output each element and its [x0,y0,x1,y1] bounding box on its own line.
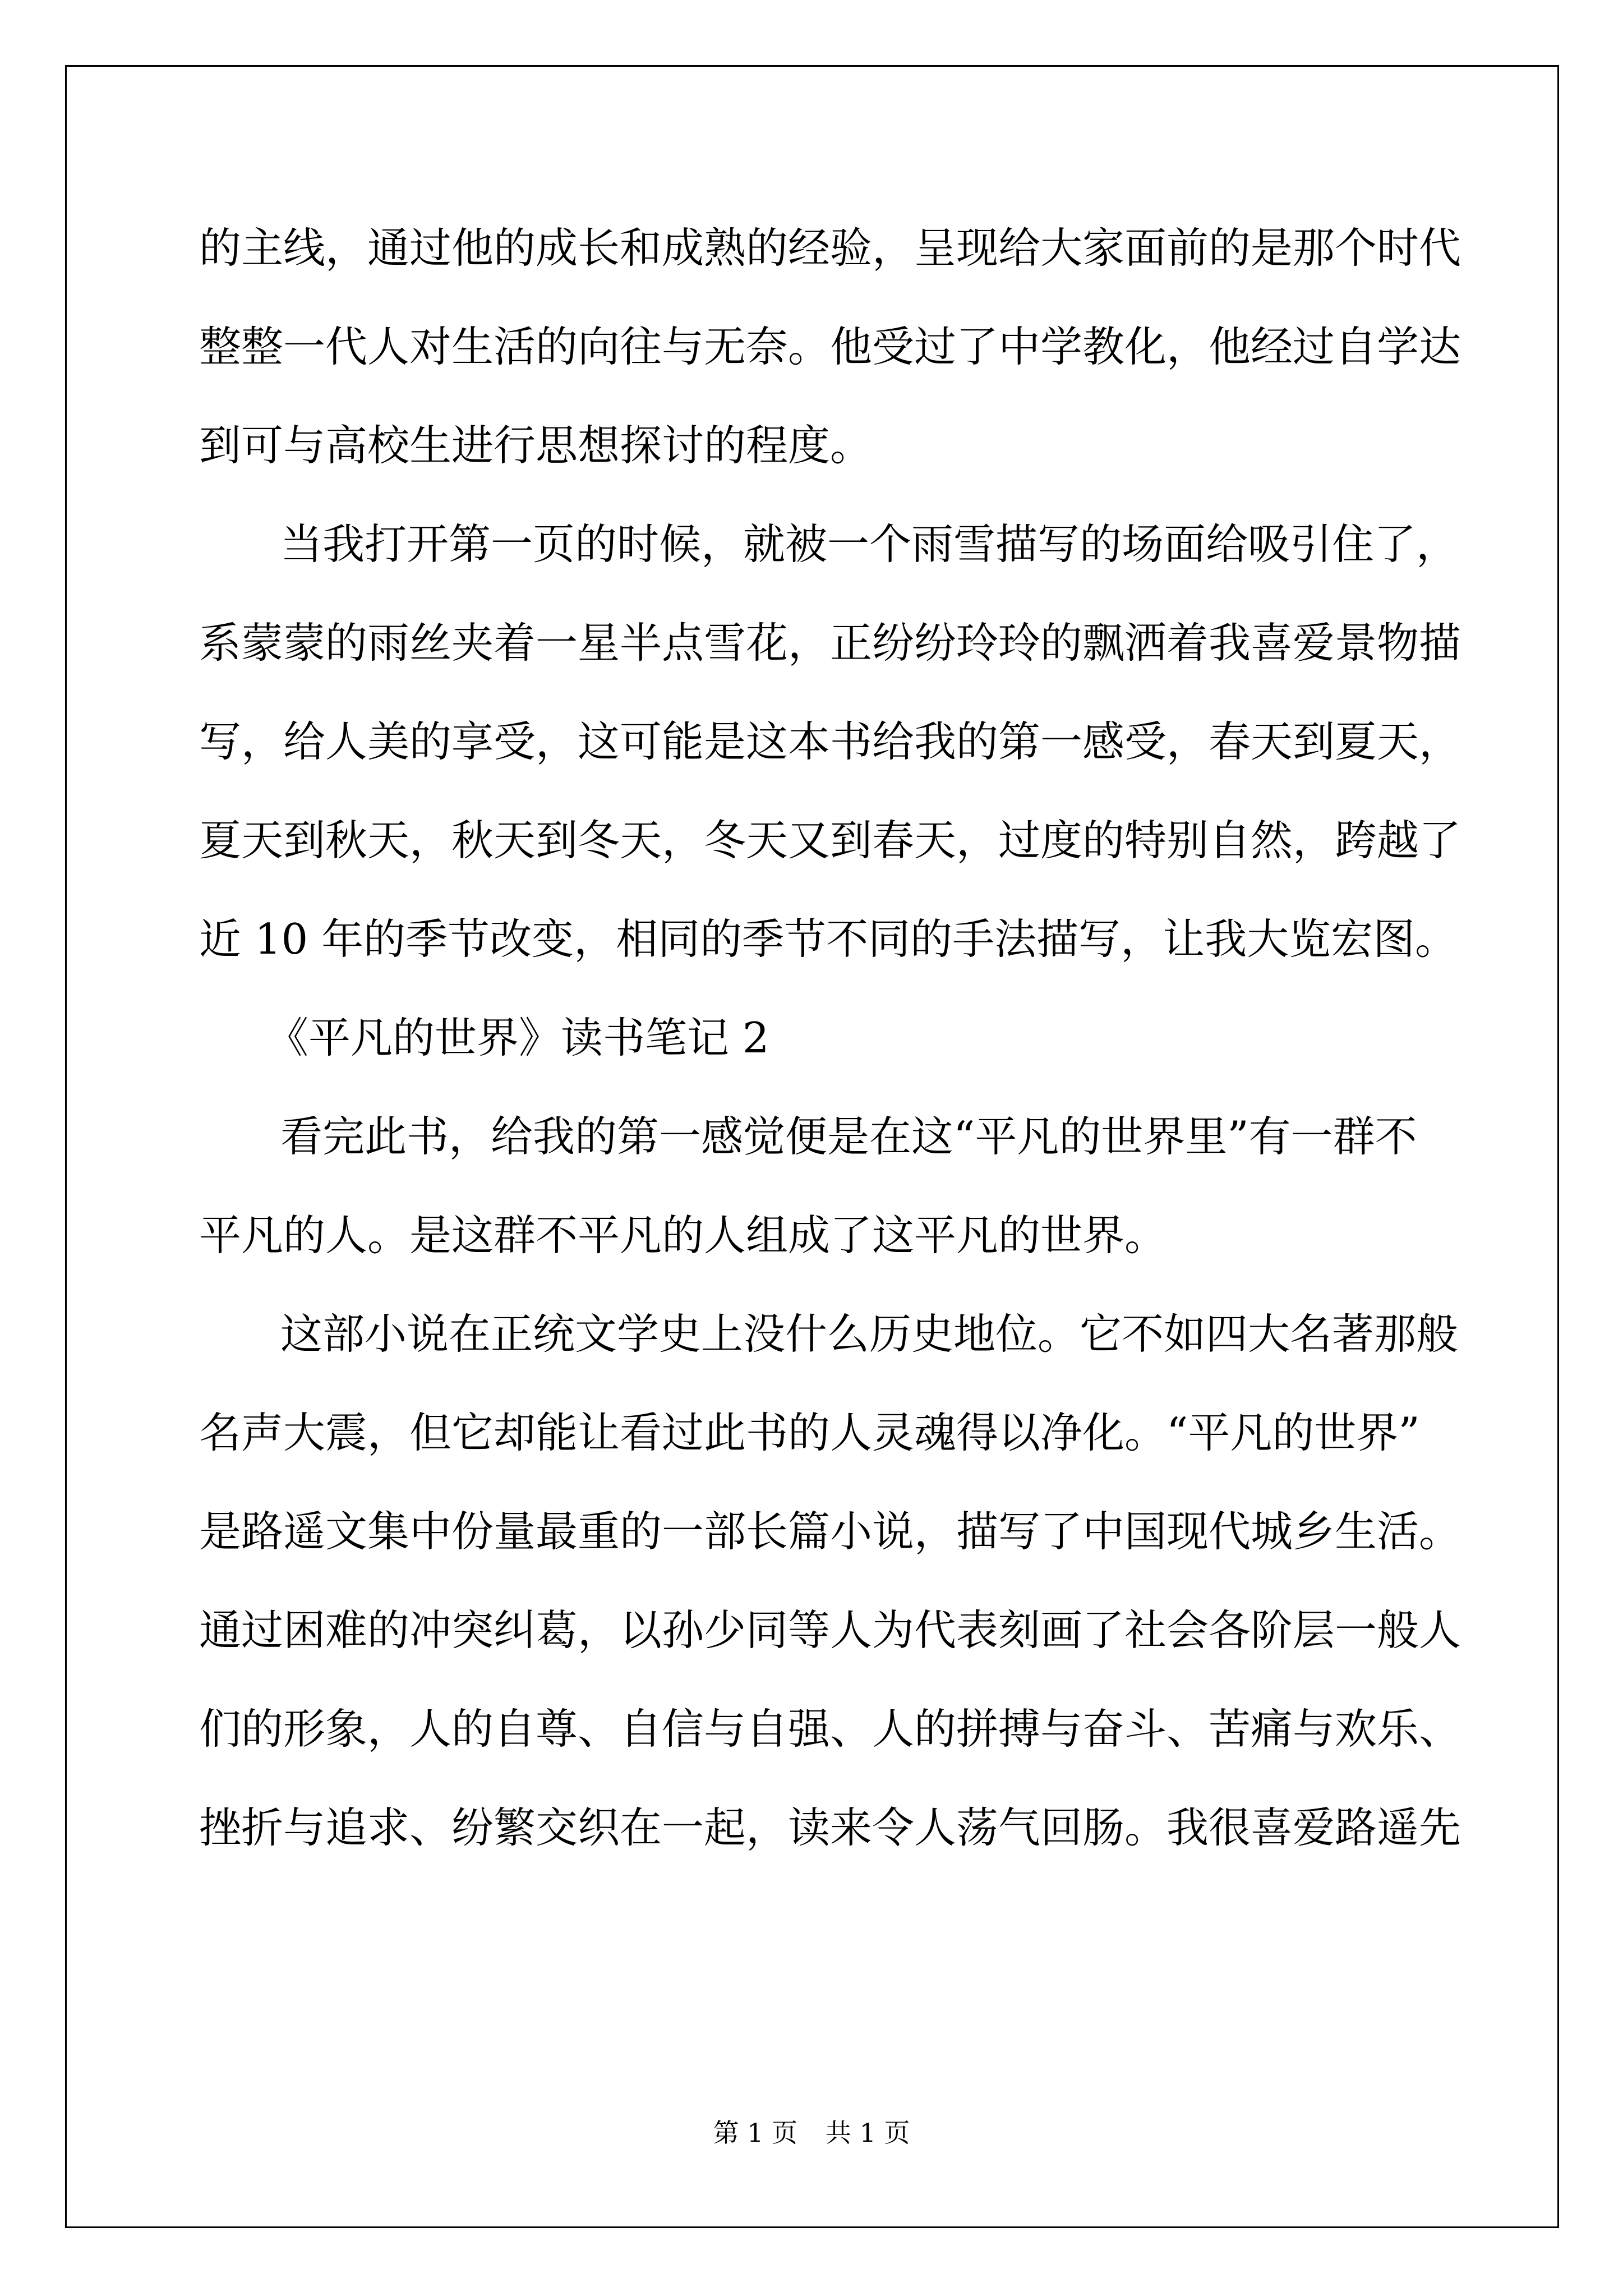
body-line: 近 10 年的季节改变，相同的季节不同的手法描写，让我大览宏图。 [199,914,1458,964]
body-line: 通过困难的冲突纠葛，以孙少同等人为代表刻画了社会各阶层一般人 [199,1605,1461,1655]
body-line: 们的形象，人的自尊、自信与自强、人的拼搏与奋斗、苦痛与欢乐、 [199,1704,1461,1754]
body-line: 平凡的人。是这群不平凡的人组成了这平凡的世界。 [199,1211,1167,1260]
body-line: 夏天到秋天，秋天到冬天，冬天又到春天，过度的特别自然，跨越了 [199,816,1461,865]
paragraph-start-line: 这部小说在正统文学史上没什么历史地位。它不如四大名著那般 [280,1309,1459,1359]
section-heading: 《平凡的世界》读书笔记 2 [266,1013,769,1062]
body-line: 名声大震，但它却能让看过此书的人灵魂得以净化。“平凡的世界” [199,1408,1420,1457]
paragraph-start-line: 当我打开第一页的时候，就被一个雨雪描写的场面给吸引住了， [280,519,1459,569]
paragraph-start-line: 看完此书，给我的第一感觉便是在这“平凡的世界里”有一群不 [280,1112,1417,1161]
page-number-current: 第 1 页 [713,2118,797,2148]
body-line: 写，给人美的享受，这可能是这本书给我的第一感受，春天到夏天， [199,717,1461,766]
body-line: 整整一代人对生活的向往与无奈。他受过了中学教化，他经过自学达 [199,322,1461,371]
body-line: 挫折与追求、纷繁交织在一起，读来令人荡气回肠。我很喜爱路遥先 [199,1803,1461,1852]
body-line: 的主线，通过他的成长和成熟的经验，呈现给大家面前的是那个时代 [199,223,1461,273]
page-footer [0,2116,1623,2150]
page-number-total: 共 1 页 [826,2118,910,2148]
body-line: 是路遥文集中份量最重的一部长篇小说，描写了中国现代城乡生活。 [199,1507,1461,1556]
body-line: 系蒙蒙的雨丝夹着一星半点雪花，正纷纷玲玲的飘洒着我喜爱景物描 [199,618,1461,668]
body-line: 到可与高校生进行思想探讨的程度。 [199,421,873,470]
